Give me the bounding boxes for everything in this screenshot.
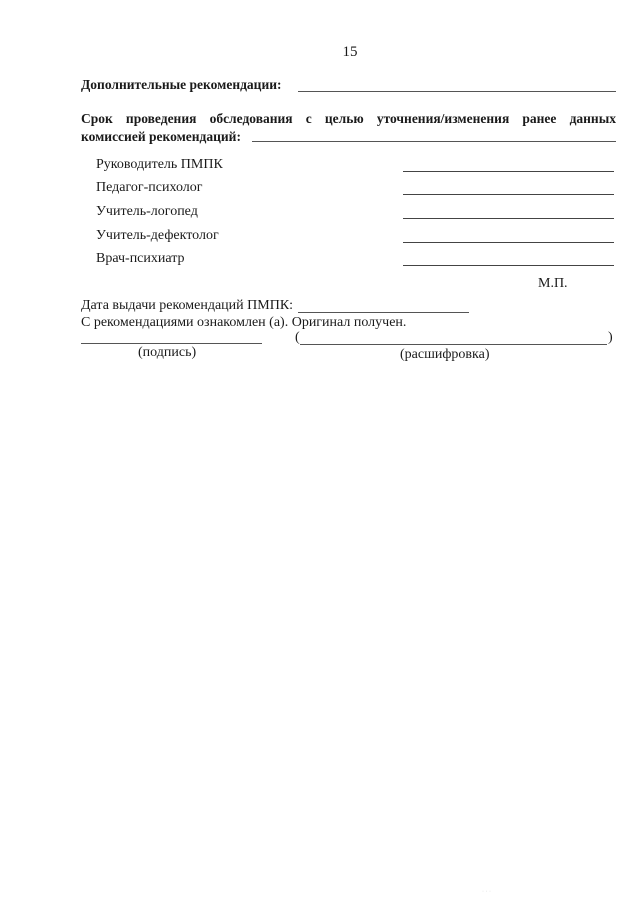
signature-line-defectologist[interactable] — [403, 242, 614, 243]
footer-mark: · · · — [482, 889, 491, 895]
review-period-line[interactable] — [252, 141, 616, 142]
decoding-caption: (расшифровка) — [400, 347, 490, 362]
open-paren: ( — [295, 330, 300, 345]
signature-label-defectologist: Учитель-дефектолог — [96, 228, 219, 243]
signature-label-psychiatrist: Врач-психиатр — [96, 251, 185, 266]
signature-line-psychiatrist[interactable] — [403, 265, 614, 266]
signature-line-head[interactable] — [403, 171, 614, 172]
page-number: 15 — [342, 44, 358, 60]
signature-label-psychologist: Педагог-психолог — [96, 180, 203, 195]
signature-line[interactable] — [81, 343, 262, 344]
additional-recommendations-label: Дополнительные рекомендации: — [81, 77, 282, 92]
stamp-label: М.П. — [538, 276, 568, 291]
signature-label-speech-therapist: Учитель-логопед — [96, 204, 198, 219]
review-period-line2: комиссией рекомендаций: — [81, 129, 241, 144]
decoding-line[interactable] — [300, 344, 607, 345]
issue-date-line[interactable] — [298, 312, 469, 313]
signature-label-head: Руководитель ПМПК — [96, 157, 223, 172]
issue-date-label: Дата выдачи рекомендаций ПМПК: — [81, 298, 294, 313]
review-period-line1: Срок проведения обследования с целью уточнения/изменения ранее данных — [81, 111, 616, 126]
signature-line-speech-therapist[interactable] — [403, 218, 614, 219]
signature-caption: (подпись) — [138, 345, 197, 360]
additional-recommendations-line[interactable] — [298, 91, 616, 92]
close-paren: ) — [608, 330, 613, 345]
acknowledgement-text: С рекомендациями ознакомлен (а). Оригинал получен. — [81, 315, 407, 330]
signature-line-psychologist[interactable] — [403, 194, 614, 195]
